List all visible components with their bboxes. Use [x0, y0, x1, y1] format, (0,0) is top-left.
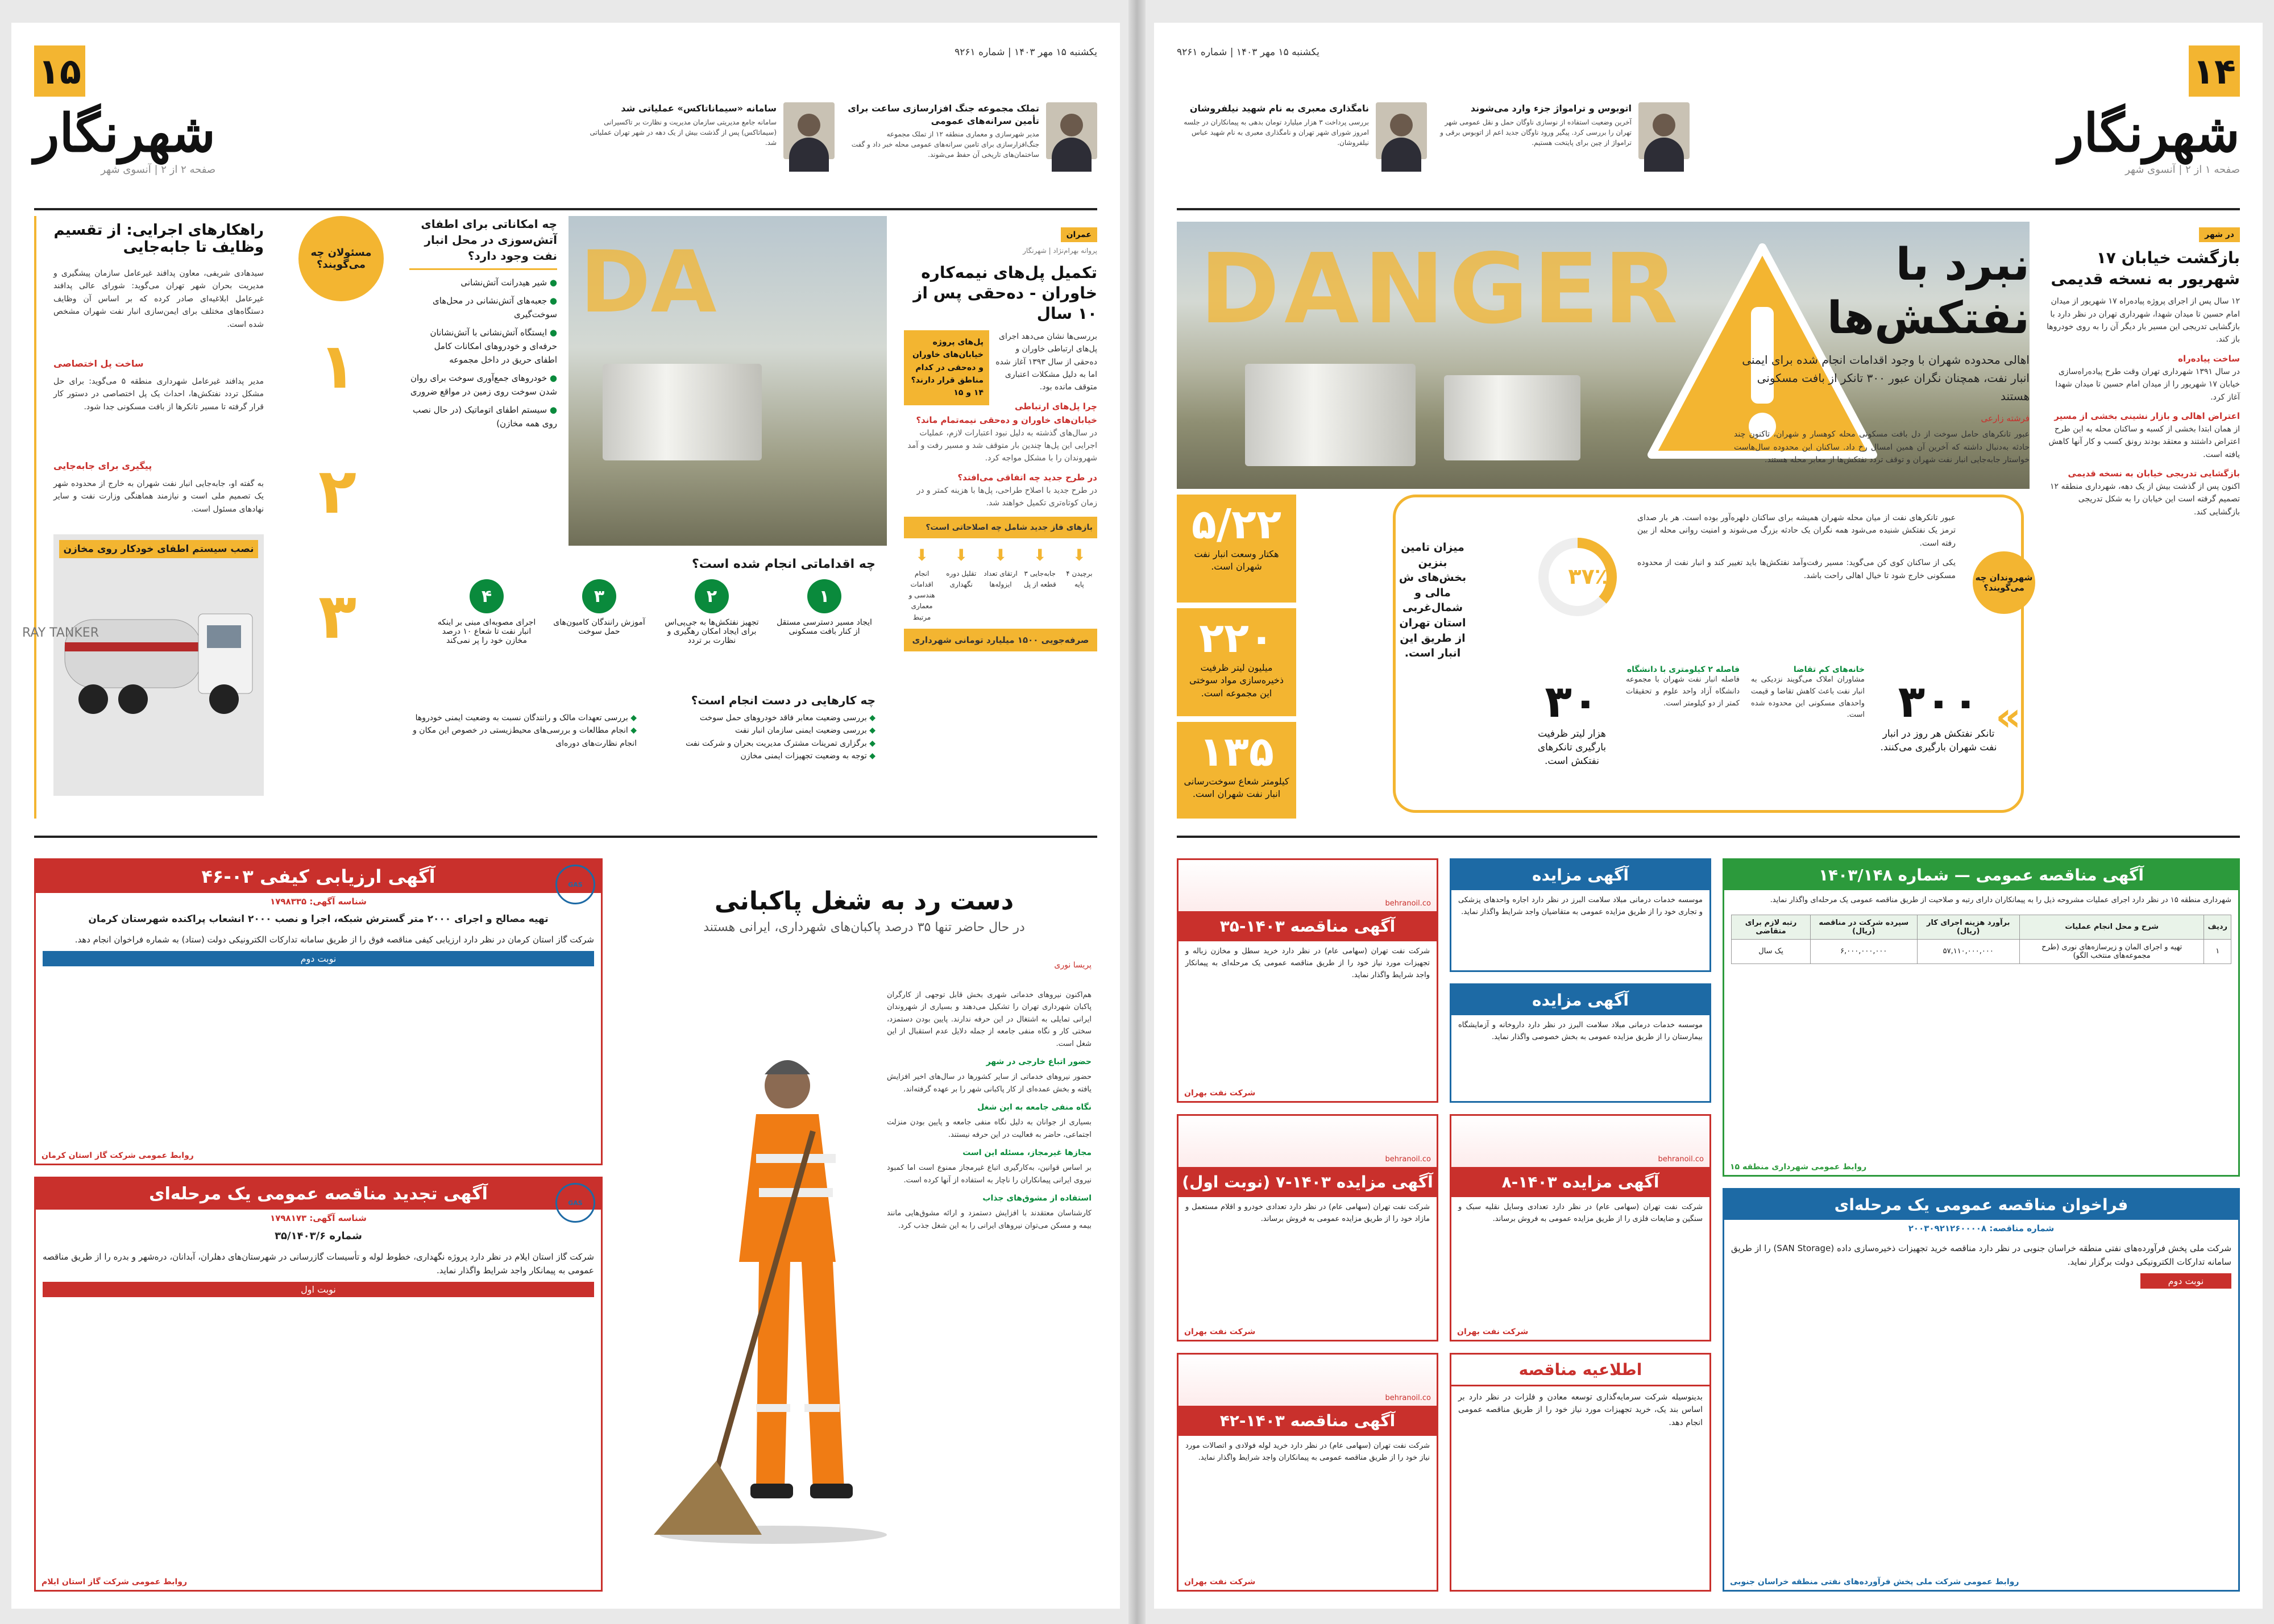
article-body: از همان ابتدا بخشی از کسبه و ساکنان محله به این طرح اعتراض داشتند و معتقد بودند رونق کسب و کار آنها کاهش یافته است.	[2048, 424, 2240, 459]
phases-list	[904, 543, 1097, 623]
byline: پروانه بهرام‌نژاد | شهرنگار	[1023, 247, 1097, 255]
table-cell: ۵۷,۱۱۰,۰۰۰,۰۰۰	[1917, 939, 2019, 963]
ad-body: موسسه خدمات درمانی مبلاد سلامت البرز در نظر دارد اجاره واحدهای پزشکی و تجاری خود را از طریق مزایده عمومی به متقاضیان واجد شرایط واگذار نماید.	[1458, 896, 1703, 916]
phase-text: جابه‌جایی ۳ قطعه از پل	[1023, 569, 1056, 589]
big-digit-3: ۳	[318, 580, 357, 653]
ad-title: آگهی مزایده	[1451, 860, 1709, 890]
masthead-title: شهرنگار	[34, 102, 216, 164]
article-body: بررسی‌ها نشان می‌دهد اجرای پل‌های ارتباطی خاوران و ده‌حقی از سال ۱۳۹۳ آغاز شده اما به دلیل مشکلات اعتباری متوقف مانده بود.	[995, 331, 1097, 392]
table-row	[1732, 939, 2231, 963]
reporter-name: فرشته زارعی	[1981, 413, 2030, 424]
stat-yellow-2	[1177, 608, 1296, 716]
bullet-icon: ●	[547, 327, 557, 338]
firefighting-text: ایستگاه آتش‌نشانی با آتش‌نشانان حرفه‌ای و خودروهای امکانات کامل اطفای حریق در داخل مجموعه	[430, 327, 557, 365]
ad-body: شرکت نفت تهران (سهامی عام) در نظر دارد تعدادی وسایل نقلیه سبک و سنگین و ضایعات فلزی را از طریق مزایده عمومی به فروش برساند.	[1458, 1203, 1703, 1223]
firefighting-text: خودروهای جمع‌آوری سوخت برای روان شدن سوخت روی زمین در مواقع ضروری	[410, 373, 557, 397]
feature-body: عبور تانکرهای حامل سوخت از دل بافت مسکونی محله کوهسار و شهران، تاکنون چند حادثه به‌دنبال داشته که آخرین آن همین امسال رخ داد. ساکنان این محدوده سال‌هاست خواستار جابه‌جایی انبار نفت شهران و توقف تردد نفتکش‌ها از معابر محله هستند.	[1734, 430, 2030, 464]
subheading: خانه‌های کم تقاضا	[1793, 665, 1865, 674]
action-text: اجرای مصوبه‌ای مبنی بر اینکه انبار نفت تا شعاع ۱۰ درصد مخازن خود را پر نمی‌کند	[437, 618, 536, 645]
news-text: مدیر شهرسازی و معماری منطقه ۱۲ از تملک مجموعه جنگ‌افزارسازی برای تامین سرانه‌های عمومی محله خبر داد و گفت ساختمان‌های تاریخی آن حفظ می‌شوند.	[851, 130, 1039, 159]
ad-signature: شرکت نفت بهران	[1184, 1327, 1256, 1336]
arrow-down-icon: ⬇	[1072, 546, 1086, 565]
masthead-title: شهرنگار	[2058, 102, 2240, 164]
news-photo	[1638, 102, 1690, 159]
subheading: ساخت پل اختصاصی	[53, 358, 144, 369]
feature-oil-tankers	[1177, 216, 2033, 819]
oil-tank	[1245, 364, 1416, 466]
article-paragraph: حضور نیروهای خدماتی از سایر کشورها در سال‌های اخیر افزایش یافته و بخش عمده‌ای از کار پاکبانی شهر را بر عهده گرفته‌اند.	[887, 1073, 1092, 1094]
subheading: پیگیری برای جابه‌جایی	[53, 460, 152, 471]
bullet-icon: ●	[547, 373, 557, 383]
bullet-icon: ●	[547, 405, 557, 415]
masthead	[34, 102, 215, 176]
subheading: فاصله ۲ کیلومتری با دانشگاه	[1626, 665, 1740, 674]
news-text: بررسی پرداخت ۳ هزار میلیارد تومان بدهی به پیمانکاران در جلسه امروز شورای شهر تهران و نامگذاری معبری به نام شهید عباس نیلفروشان.	[1184, 118, 1369, 147]
oil-tank	[1444, 375, 1580, 460]
ad-signature: روابط عمومی شرکت گاز استان کرمان	[42, 1151, 194, 1160]
ad-title: آگهی تجدید مناقصه عمومی یک مرحله‌ای	[36, 1178, 601, 1210]
task-text: انجام مطالعات و بررسی‌های محیط‌زیستی در خصوص این مکان و انجام نظارت‌های دوره‌ای	[413, 726, 637, 748]
check-icon: ◆	[628, 726, 637, 736]
phase-text: تقلیل دوره نگهداری	[946, 569, 977, 589]
danger-word: DANGER	[1200, 233, 1683, 346]
dateline: یکشنبه ۱۵ مهر ۱۴۰۳ | شماره ۹۲۶۱	[955, 47, 1097, 58]
chevrons-icon: »	[1995, 693, 2022, 740]
oil-tank	[603, 364, 762, 460]
tender-table	[1731, 915, 2231, 964]
ad-mining-tender	[1450, 1353, 1711, 1592]
page-number: ۱۴	[2189, 45, 2240, 97]
task-item	[648, 737, 875, 750]
tank-history	[1626, 665, 1740, 709]
street-cleaner-illustration	[642, 1006, 904, 1552]
news-photo	[783, 102, 835, 159]
firefighting-text: سیستم اطفای اتوماتیک (در حال نصب روی همه مخازن)	[413, 405, 557, 429]
arrow-down-icon: ⬇	[915, 546, 929, 565]
phase-text: انجام اقدامات هندسی و معماری مرتبط	[908, 569, 935, 621]
svg-text:RAY TANKER: RAY TANKER	[22, 626, 99, 640]
ad-signature: روابط عمومی شهرداری منطقه ۱۵	[1730, 1162, 1867, 1172]
subheading: مجازها غیرمجاز، مسئله این است	[962, 1148, 1092, 1158]
arrow-down-icon: ⬇	[994, 546, 1007, 565]
action-item	[773, 579, 875, 645]
bullet-icon: ●	[547, 277, 557, 288]
page-header	[34, 40, 1097, 210]
news-title: سامانه «سیمانا‌تاکس» عملیاتی شد	[621, 103, 777, 114]
reporter-name: پریسا نوری	[1054, 961, 1092, 970]
actions-title: چه اقداماتی انجام شده است؟	[691, 557, 875, 571]
firefighting-text: جعبه‌های آتش‌نشانی در محل‌های سوخت‌گیری	[433, 296, 557, 319]
article-paragraph: هم‌اکنون نیروهای خدماتی شهری بخش قابل توجهی از کارگران پاکبان شهرداری تهران را تشکیل می‌دهند و بسیاری از شهروندان ایرانی تمایلی به اشتغال در این حرفه ندارند. پایین بودن دستمزد، سختی کار و نگاه منفی جامعه از جمله دلایل عدم استقبال از این شغل است.	[887, 991, 1092, 1048]
stat-value: ۱۳۵	[1199, 728, 1274, 775]
feature-lead: اهالی محدوده شهران با وجود اقدامات انجام شده برای ایمنی انبار نفت، همچنان نگران عبور ۳۰۰ تانکر از بافت مسکونی هستند	[1742, 353, 2030, 404]
action-number: ۳	[582, 579, 616, 613]
guide-body: مدیر پدافند غیرعامل شهرداری منطقه ۵ می‌گوید: برای حل مشکل تردد نفتکش‌ها، احداث یک پل اختصاصی در دستور کار قرار گرفته تا مسیر تانکرها از بافت مسکونی جدا شود.	[53, 377, 264, 412]
guide-body: سیدهادی شریفی، معاون پدافند غیرعامل سازمان پیشگیری و مدیریت بحران شهر تهران می‌گوید: شورای عالی پدافند غیرعامل ابلاغیه‌ای صادر کرده که بر اساس آن وظایف دستگاه‌های مختلف برای ایمن‌سازی انبار نفت شهران مشخص شده است.	[53, 269, 264, 329]
task-text: بررسی وضعیت معابر فاقد خودروهای حمل سوخت	[699, 713, 867, 722]
task-text: بررسی تعهدات مالک و رانندگان نسبت به وضعیت ایمنی خودروها	[415, 713, 628, 722]
article-title: دست رد به شغل پاکبانی	[714, 887, 1014, 916]
phases-title: بازهای فاز جدید شامل چه اصلاحاتی است؟	[904, 517, 1097, 538]
title-block	[1734, 239, 2030, 466]
news-item[interactable]	[847, 102, 1097, 205]
article-paragraph: بر اساس قوانین، به‌کارگیری اتباع غیرمجاز ممنوع است اما کمبود نیروی ایرانی پیمانکاران را ناچار به استفاده از آنها کرده است.	[887, 1164, 1092, 1185]
phase-item	[982, 543, 1018, 623]
ad-title: آگهی مناقصه ۱۴۰۳-۴۲	[1179, 1406, 1437, 1436]
arrow-down-icon: ⬇	[955, 546, 968, 565]
task-item	[409, 724, 637, 750]
ad-body: شرکت نفت تهران (سهامی عام) در نظر دارد خرید لوله فولادی و اتصالات مورد نیاز خود را از طریق مناقصه عمومی به پیمانکاران واجد شرایط واگذار نماید.	[1185, 1442, 1430, 1462]
ad-body: بدینوسیله شرکت سرمایه‌گذاری توسعه معادن و فلزات در نظر دارد بر اساس بند یک، خرید تجهیزات مورد نیاز خود را از طریق مناقصه عمومی انجام دهد.	[1458, 1393, 1703, 1427]
ad-body: موسسه خدمات درمانی مبلاد سلامت البرز در نظر دارد داروخانه و آزمایشگاه بیمارستان را از طریق مزایده عمومی به بخش خصوصی واگذار نماید.	[1458, 1021, 1703, 1041]
subheading: ساخت پیاده‌راه	[2178, 353, 2240, 364]
tanker-truck-photo	[22, 534, 264, 796]
stat-yellow-3	[1177, 722, 1296, 819]
brand-url: behranoil.co	[1658, 1155, 1704, 1164]
action-number: ۲	[695, 579, 729, 613]
ad-signature: شرکت نفت بهران	[1184, 1577, 1256, 1586]
ad-oil-tender-42	[1177, 1353, 1438, 1592]
brand-url: behranoil.co	[1385, 1155, 1431, 1164]
firefighting-item	[409, 371, 557, 398]
skyline-graphic	[1179, 860, 1437, 911]
stat-percent-block	[1472, 534, 1620, 648]
news-strip	[584, 102, 1097, 205]
ad-body: شرکت نفت تهران (سهامی عام) در نظر دارد تعدادی خودرو و اقلام مستعمل و مازاد خود را از طریق مزایده عمومی به فروش برساند.	[1185, 1203, 1430, 1223]
table-cell: ۱	[2204, 939, 2231, 963]
officials-col	[284, 216, 398, 819]
subheading: نگاه منفی جامعه به این شغل	[977, 1103, 1092, 1112]
news-item[interactable]	[1439, 102, 1690, 205]
task-item	[648, 724, 875, 737]
action-text: آموزش رانندگان کامیون‌های حمل سوخت	[553, 618, 645, 636]
stat-text: کیلومتر شعاع سوخت‌رسانی انبار نفت شهران است.	[1184, 776, 1289, 800]
ad-milad-auction-1	[1450, 858, 1711, 972]
firefighting-item	[409, 403, 557, 430]
subheading: چرا پل‌های ارتباطی خیابان‌های خاوران و ده‌حقی نیمه‌تمام ماند؟	[916, 401, 1097, 425]
news-text: سامانه جامع مدیریتی سازمان مدیریت و نظارت بر تاکسیرانی (سیماتاکس) پس از گذشت بیش از یک دهه در شهر تهران عملیاتی شد.	[590, 118, 777, 147]
subheading: حضور اتباع خارجی در شهر	[986, 1057, 1092, 1067]
ad-body: شرکت گاز استان کرمان در نظر دارد ارزیابی کیفی مناقصه فوق را از طریق سامانه تدارکات الکترونیکی دولت (ستاد) به شماره فراخوان انجام دهد.	[74, 934, 594, 945]
phase-text: برچیدن ۴ پایه	[1066, 569, 1093, 589]
table-header: سپرده شرکت در مناقصه (ریال)	[1811, 915, 1917, 939]
news-title: نامگذاری معبری به نام شهید نیلفروشان	[1189, 103, 1369, 114]
ad-signature: روابط عمومی شرکت گاز استان ایلام	[42, 1577, 188, 1586]
skyline-graphic	[1451, 1116, 1709, 1167]
subheading: اعتراض اهالی و بازار نشینی بخشی از مسیر	[2054, 410, 2240, 421]
guide-box	[22, 216, 273, 819]
subheading: در طرح جدید چه اتفاقی می‌افتد؟	[957, 472, 1097, 483]
ad-subtitle: تهیه مصالح و اجرای ۲۰۰۰ متر گسترش شبکه، اجرا و نصب ۲۰۰۰ انشعاب پراکنده شهرستان کرمان	[88, 913, 549, 925]
firefighting-item	[409, 294, 557, 321]
gas-company-logo: GAS	[555, 1183, 595, 1223]
firefighting-text: شیر هیدرانت آتش‌نشانی	[460, 277, 547, 288]
gas-company-logo: GAS	[555, 865, 595, 904]
stat-value: ۳۰۰	[1898, 676, 1980, 728]
phase-item	[1022, 543, 1058, 623]
actions-list	[409, 579, 875, 645]
ad-turn: نوبت دوم	[43, 951, 594, 966]
stat-text: هزار لیتر ظرفیت بارگیری تانکرهای نفتکش است.	[1537, 728, 1607, 767]
firefighting-item	[409, 326, 557, 367]
stat-value: ۵/۲۲	[1191, 500, 1282, 548]
check-icon: ◆	[628, 713, 637, 722]
stat-yellow-1	[1177, 495, 1296, 603]
ad-badge: شناسه آگهی: ۱۷۹۸۱۷۳	[270, 1213, 367, 1223]
news-photo	[1376, 102, 1427, 159]
article-body	[887, 989, 1092, 1232]
task-text: برگزاری تمرینات مشترک مدیریت بحران و شرکت نفت	[685, 738, 867, 748]
page-gutter	[1128, 0, 1146, 1624]
ad-municipality-15	[1723, 858, 2240, 1177]
news-strip	[1177, 102, 1690, 205]
firefighting-box	[409, 216, 557, 534]
ad-oil-auction-7	[1177, 1114, 1438, 1341]
actions-box	[409, 557, 875, 682]
ad-signature: روابط عمومی شرکت ملی پخش فرآورده‌های نفتی منطقه خراسان جنوبی	[1730, 1577, 2019, 1586]
citizen-quotes	[1637, 512, 1956, 582]
system-title: نصب سیستم اطفای خودکار روی مخازن	[59, 540, 258, 558]
skyline-graphic	[1179, 1116, 1437, 1167]
page-number: ۱۵	[34, 45, 85, 97]
table-header: رتبه لازم برای متقاضی	[1732, 915, 1811, 939]
history-text: فاصله انبار نفت شهران با مجموعه دانشگاه آزاد واحد علوم و تحقیقات کمتر از دو کیلومتر است.	[1626, 675, 1740, 708]
ad-title-row: آگهی مناقصه عمومی — شماره ۱۴۰۳/۱۴۸	[1724, 860, 2238, 890]
table-header: برآورد هزینه اجرای کار (ریال)	[1917, 915, 2019, 939]
side-article-bridges	[904, 227, 1097, 807]
check-icon: ◆	[866, 713, 875, 722]
big-digit-1: ۱	[318, 330, 357, 402]
news-item[interactable]	[1177, 102, 1427, 205]
ad-subtitle: شماره ۳۵/۱۴۰۳/۶	[275, 1230, 362, 1242]
stat-30	[1529, 676, 1615, 768]
news-text: آخرین وضعیت استفاده از نوسازی ناوگان حمل و نقل عمومی شهر تهران را بررسی کرد. پیگیر ورود ناوگان جدید اعم از اتوبوس برقی و ترامواژ از چین برای پایتخت هستیم.	[1440, 118, 1632, 147]
ad-body: شرکت ملی پخش فرآورده‌های نفتی منطقه خراسان جنوبی در نظر دارد مناقصه خرید تجهیزات ذخیره‌سازی داده (SAN Storage) را از طریق سامانه تدارکات الکترونیکی دولت برگزار نماید.	[1731, 1243, 2231, 1267]
table-cell: تهیه و اجرای المان و زیرسازه‌های نوری (طرح مجموعه‌های منتخب الگو)	[2019, 939, 2204, 963]
cost-highlight: صرفه‌جویی ۱۵۰۰ میلیارد تومانی شهرداری	[904, 629, 1097, 651]
ad-ilam-gas	[34, 1177, 603, 1592]
ad-milad-auction-2	[1450, 983, 1711, 1103]
stat-value: ۲۲۰	[1199, 614, 1274, 662]
masthead-sub: صفحه ۲ از ۲ | آنسوی شهر	[101, 164, 216, 176]
article-paragraph: بسیاری از جوانان به دلیل نگاه منفی جامعه و پایین بودن منزلت اجتماعی، حاضر به فعالیت در این حرفه نیستند.	[887, 1118, 1092, 1139]
danger-word: DA	[580, 233, 717, 332]
ad-number: شماره مناقصه: ۲۰۰۳۰۹۲۱۲۶۰۰۰۰۸	[1908, 1223, 2055, 1233]
ad-body: شرکت گاز استان ایلام در نظر دارد پروژه نگهداری، خطوط لوله و تأسیسات گازرسانی در شهرستان‌های دهلران، آبدانان، دره‌شهر و بدره را از طریق مناقصه عمومی به پیمانکار واجد شرایط واگذار نماید.	[43, 1252, 594, 1276]
section-label: در شهر	[2199, 227, 2240, 242]
article-body: اکنون پس از گذشت بیش از یک دهه، شهرداری منطقه ۱۲ تصمیم گرفته است این خیابان را به شکل تدریجی بازگشایی کند.	[2050, 482, 2240, 517]
subheading: بازگشایی تدریجی خیابان به نسخه قدیمی	[2068, 468, 2240, 479]
stat-text: میلیون لیتر ظرفیت ذخیره‌سازی مواد سوختی این مجموعه است.	[1189, 662, 1284, 699]
phase-item	[943, 543, 979, 623]
action-number: ۱	[807, 579, 841, 613]
ad-title: آگهی مزایده	[1451, 985, 1709, 1015]
page-14	[1154, 23, 2263, 1609]
brand-url: behranoil.co	[1385, 1394, 1431, 1402]
ad-signature: شرکت نفت بهران	[1457, 1327, 1529, 1336]
phase-text: ارتقای تعداد ایزوله‌ها	[984, 569, 1018, 589]
dateline: یکشنبه ۱۵ مهر ۱۴۰۳ | شماره ۹۲۶۱	[1177, 47, 1319, 58]
feature-continuation	[22, 216, 887, 819]
task-item	[409, 712, 637, 724]
divider	[34, 836, 1097, 838]
info-callout: پل‌های پروژه خیابان‌های خاوران و ده‌حقی در کدام مناطق قرار دارند؟ ۱۴ و ۱۵	[904, 330, 989, 405]
ad-body: شهرداری منطقه ۱۵ در نظر دارد اجرای عملیات مشروحه ذیل را به پیمانکاران دارای رتبه و صلاحیت از طریق مناقصه عمومی یک مرحله‌ای واگذار نماید.	[1770, 896, 2231, 904]
ad-title: آگهی ارزیابی کیفی ۰۳-۴۶	[36, 860, 601, 893]
action-text: تجهیز نفتکش‌ها به جی‌پی‌اس برای ایجاد امکان رهگیری و نظارت بر تردد	[665, 618, 759, 645]
big-digit-2: ۲	[318, 455, 357, 528]
news-title: تملک مجموعه جنگ افزارسازی ساعت برای تأمین سرانه‌های عمومی	[848, 103, 1039, 126]
guide-body: به گفته او، جابه‌جایی انبار نفت شهران به خارج از محدوده شهر یک تصمیم ملی است و نیازمند هماهنگی وزارت نفت و سایر نهادهای مسئول است.	[53, 479, 264, 514]
task-text: بررسی وضعیت ایمنی سازمان انبار نفت	[735, 726, 867, 736]
skyline-graphic	[1179, 1355, 1437, 1406]
article-paragraph: کارشناسان معتقدند با افزایش دستمزد و ارائه مشوق‌هایی مانند بیمه و مسکن می‌توان نیروهای ایرانی را به این شغل جذب کرد.	[887, 1209, 1092, 1230]
quote-text: عبور تانکرهای نفت از میان محله شهران همیشه برای ساکنان دلهره‌آور بوده است. هر بار صدای ترمز یک نفتکش شنیده می‌شود همه نگران یک حادثه بزرگ می‌شوند و امنیت روانی محله از بین رفته است.	[1637, 513, 1956, 548]
tasks-box	[409, 693, 875, 813]
masthead	[2059, 102, 2240, 176]
firefighting-item	[409, 276, 557, 289]
divider	[1177, 836, 2240, 838]
page-header	[1177, 40, 2240, 210]
ad-turn: نوبت دوم	[2140, 1273, 2231, 1289]
stat-percent-text: میزان تامین بنزین بخش‌های ش مالی و شمال‌غربی استان تهران از طریق این انبار است.	[1399, 541, 1467, 660]
stat-300	[1876, 676, 2001, 755]
table-header: شرح و محل انجام عملیات	[2019, 915, 2204, 939]
news-title: اتوبوس و ترامواژ جزء وارد می‌شوند	[1470, 103, 1632, 114]
ad-badge: شناسه آگهی: ۱۷۹۸۳۳۵	[270, 896, 367, 907]
feature-title: نبرد با نفتکش‌ها	[1827, 239, 2030, 344]
stat-percent: ۳۷٪	[1568, 564, 1608, 589]
stat-text: تانکر نفتکش هر روز در انبار نفت شهران بارگیری می‌کنند.	[1880, 728, 1997, 753]
ad-kerman-gas	[34, 858, 603, 1165]
table-cell: یک سال	[1732, 939, 1811, 963]
ad-signature: شرکت نفت بهران	[1184, 1089, 1256, 1098]
tasks-list	[409, 712, 875, 763]
ad-title: آگهی مزایده ۱۴۰۳-۷ (نوبت اول)	[1179, 1167, 1437, 1197]
ad-title: آگهی مناقصه عمومی	[1976, 866, 2144, 884]
ad-turn: نوبت اول	[43, 1282, 594, 1297]
tasks-title: چه کارهایی در دست انجام است؟	[691, 693, 875, 707]
page-15	[11, 23, 1120, 1609]
article-title: بازگشت خیابان ۱۷ شهریور به نسخه قدیمی	[2051, 248, 2240, 288]
ad-number: شماره ۱۴۰۳/۱۴۸	[1818, 866, 1949, 884]
article-body: در سال ۱۳۹۱ شهرداری تهران وقت طرح پیاده‌راه‌سازی خیابان ۱۷ شهریور را از میدان امام حسین تا میدان شهدا آغاز کرد.	[2055, 367, 2240, 402]
check-icon: ◆	[866, 738, 875, 748]
check-icon: ◆	[866, 726, 875, 736]
officials-badge: مسئولان چه می‌گویند؟	[298, 216, 384, 301]
ad-oil-tender-35	[1177, 858, 1438, 1103]
ad-oil-auction-8	[1450, 1114, 1711, 1341]
task-item	[648, 750, 875, 762]
phase-item	[1061, 543, 1097, 623]
article-lead: ۱۲ سال پس از اجرای پروژه پیاده‌راه ۱۷ شهریور از میدان امام حسین تا میدان شهدا، شهرداری تهران در نظر دارد با بازگشایی تدریجی این مسیر بار دیگر آن را به روی خودروها باز کند.	[2047, 297, 2240, 344]
table-header: ردیف	[2204, 915, 2231, 939]
action-text: ایجاد مسیر دسترسی مستقل از کنار بافت مسکونی	[777, 618, 872, 636]
article-deck: در حال حاضر تنها ۳۵ درصد پاکبان‌های شهرداری، ایرانی هستند	[703, 920, 1025, 934]
article-street-cleaners	[631, 875, 1097, 1592]
stat-value: ۳۰	[1545, 676, 1599, 728]
masthead-sub: صفحه ۱ از ۲ | آنسوی شهر	[2125, 164, 2240, 176]
phase-item	[904, 543, 940, 623]
ad-title: آگهی مزایده ۱۴۰۳-۸	[1451, 1167, 1709, 1197]
table-header-row	[1732, 915, 2231, 939]
article-body: در طرح جدید با اصلاح طراحی، پل‌ها با هزینه کمتر و در زمان کوتاه‌تری تکمیل خواهند شد.	[916, 485, 1097, 508]
news-item[interactable]	[584, 102, 835, 205]
bullet-icon: ●	[547, 296, 557, 306]
ad-body: شرکت نفت تهران (سهامی عام) در نظر دارد خرید سطل و مخازن زباله و تجهیزات مورد نیاز خود را از طریق مناقصه عمومی یک مرحله‌ای به پیمانکار واجد شرایط واگذار نماید.	[1185, 947, 1430, 979]
brand-url: behranoil.co	[1385, 899, 1431, 908]
ad-khorasan-tender	[1723, 1188, 2240, 1592]
article-title: تکمیل پل‌های نیمه‌کاره خاوران - ده‌حقی پس از ۱۰ سال	[913, 263, 1097, 323]
arrow-down-icon: ⬇	[1033, 546, 1047, 565]
tanker-truck-illustration	[22, 534, 264, 796]
article-body: در سال‌های گذشته به دلیل نبود اعتبارات لازم، عملیات اجرایی این پل‌ها چندین بار متوقف شد و مسیر رفت و آمد شهروندان را با مشکل مواجه کرد.	[907, 428, 1097, 463]
history-text: مشاوران املاک می‌گویند نزدیکی به انبار نفت باعث کاهش تقاضا و قیمت واحدهای مسکونی این محدوده شده است.	[1751, 675, 1865, 720]
action-item	[661, 579, 763, 645]
action-item	[435, 579, 538, 645]
tank-history	[1751, 665, 1865, 721]
action-number: ۴	[470, 579, 504, 613]
section-label: عمران	[1061, 227, 1097, 242]
hero-photo-left	[568, 216, 887, 546]
side-article-17-shahrivar	[2047, 227, 2240, 807]
action-item	[548, 579, 650, 645]
table-cell: ۶,۰۰۰,۰۰۰,۰۰۰	[1811, 939, 1917, 963]
task-text: توجه به وضعیت تجهیزات ایمنی مخازن	[740, 751, 867, 761]
check-icon: ◆	[866, 751, 875, 761]
subheading: استفاده از مشوق‌های جذاب	[982, 1194, 1092, 1203]
news-photo	[1046, 102, 1097, 159]
ad-title: فراخوان مناقصه عمومی یک مرحله‌ای	[1724, 1190, 2238, 1220]
citizens-badge: شهروندان چه می‌گویند؟	[1973, 551, 2035, 614]
quote-text: یکی از ساکنان کوی کن می‌گوید: مسیر رفت‌وآمد نفتکش‌ها باید تغییر کند و انبار نفت از محدوده مسکونی خارج شود تا خیال اهالی راحت باشد.	[1637, 558, 1956, 580]
firefighting-title: چه امکاناتی برای اطفای آتش‌سوزی در محل انبار نفت وجود دارد؟	[409, 216, 557, 270]
stat-text: هکتار وسعت انبار نفت شهران است.	[1194, 549, 1279, 572]
ad-title: اطلاعیه مناقصه	[1451, 1355, 1709, 1386]
ad-title: آگهی مناقصه ۱۴۰۳-۳۵	[1179, 911, 1437, 941]
guide-title: راهکارهای اجرایی: از تقسیم وظایف تا جابه‌جایی	[53, 222, 264, 256]
task-item	[648, 712, 875, 724]
